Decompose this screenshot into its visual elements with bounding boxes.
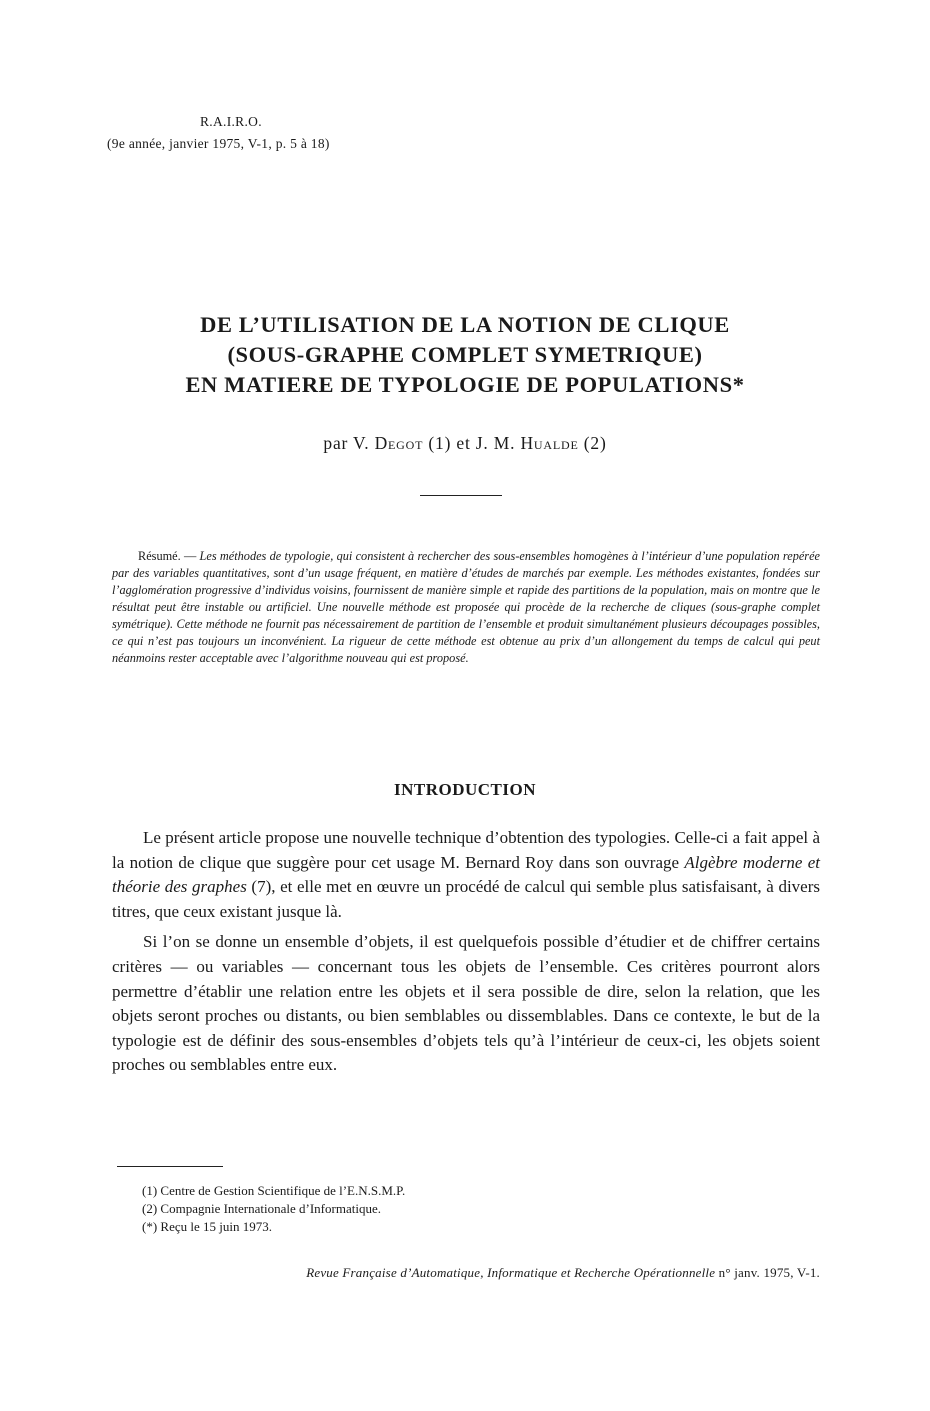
footer-issue: n° janv. 1975, V-1. bbox=[715, 1265, 820, 1280]
paper-title bbox=[100, 310, 830, 400]
journal-issue: (9e année, janvier 1975, V-1, p. 5 à 18) bbox=[107, 136, 330, 151]
body-text bbox=[112, 826, 820, 1084]
abstract bbox=[112, 548, 820, 667]
paragraph-1 bbox=[112, 826, 820, 924]
title-line-3: EN MATIERE DE TYPOLOGIE DE POPULATIONS* bbox=[185, 372, 745, 397]
author-2-surname: Hualde bbox=[520, 433, 579, 453]
footnotes bbox=[142, 1182, 405, 1236]
abstract-label: Résumé. — bbox=[138, 549, 197, 563]
footnote-1: (1) Centre de Gestion Scientifique de l’E.N.S.M.P. bbox=[142, 1183, 406, 1198]
paragraph-1-text: Le présent article propose une nouvelle technique d’obtention des typologies. Celle-ci a fait appel à la notion de clique que suggère pour cet usage M. Bernard Roy dans son ouvrage bbox=[112, 828, 820, 872]
section-heading: INTRODUCTION bbox=[393, 780, 537, 799]
author-prefix: par V. bbox=[323, 433, 370, 453]
footnote-2: (2) Compagnie Internationale d’Informatique. bbox=[142, 1201, 381, 1216]
journal-name: R.A.I.R.O. bbox=[200, 114, 262, 129]
author-2-note: (2) bbox=[583, 433, 607, 453]
footnote-3: (*) Reçu le 15 juin 1973. bbox=[142, 1219, 272, 1234]
footnote-rule bbox=[117, 1166, 223, 1167]
author-1-note: (1) bbox=[428, 433, 452, 453]
title-line-2: (SOUS-GRAPHE COMPLET SYMETRIQUE) bbox=[227, 342, 703, 367]
paragraph-1-text-end: (7), et elle met en œuvre un procédé de calcul qui semble plus satisfaisant, à divers titres, que ceux existant jusque là. bbox=[112, 877, 820, 921]
footer-journal: Revue Française d’Automatique, Informatique et Recherche Opérationnelle bbox=[306, 1265, 716, 1280]
title-separator-rule bbox=[420, 495, 502, 496]
paragraph-2: Si l’on se donne un ensemble d’objets, il est quelquefois possible d’étudier et de chiffrer certains critères — ou variables — concernant tous les objets de l’ensemble. Ces critères pourront alors permettre d’établir une relation entre les objets et il sera possible de dire, selon la relation, que les objets seront proches ou distants, ou bien semblables ou dissemblables. Dans ce contexte, le but de la typologie est de définir des sous-ensembles d’objets tels qu’à l’intérieur de ceux-ci, les objets soient proches ou semblables entre eux. bbox=[112, 932, 820, 1075]
author-conjunction: et J. M. bbox=[456, 433, 516, 453]
title-line-1: DE L’UTILISATION DE LA NOTION DE CLIQUE bbox=[200, 312, 730, 337]
abstract-text: Les méthodes de typologie, qui consistent à rechercher des sous-ensembles homogènes à l’intérieur d’une population repérée par des variables quantitatives, sont d’un usage fréquent, en matière d’études de marchés par exemple. Les méthodes existantes, fondées sur l’agglomération progressive d’individus voisins, fournissent de manière simple et rapide des partitions de la population, mais on montre que le résultat peut être instable ou artificiel. Une nouvelle méthode est proposée qui procède de la recherche de cliques (sous-graphe complet symétrique). Cette méthode ne fournit pas nécessairement de partition de l’ensemble et produit simultanément plusieurs découpages possibles, ce qui n’est pas toujours un inconvénient. La rigueur de cette méthode est obtenue au prix d’un allongement du temps de calcul qui peut néanmoins rester acceptable avec l’algorithme nouveau qui est proposé. bbox=[112, 549, 820, 665]
page-footer bbox=[146, 1265, 820, 1281]
book-title: Algèbre moderne et théorie des graphes bbox=[112, 852, 820, 897]
author-1-surname: Degot bbox=[374, 433, 424, 453]
author-line bbox=[100, 433, 830, 454]
journal-header bbox=[107, 111, 330, 155]
